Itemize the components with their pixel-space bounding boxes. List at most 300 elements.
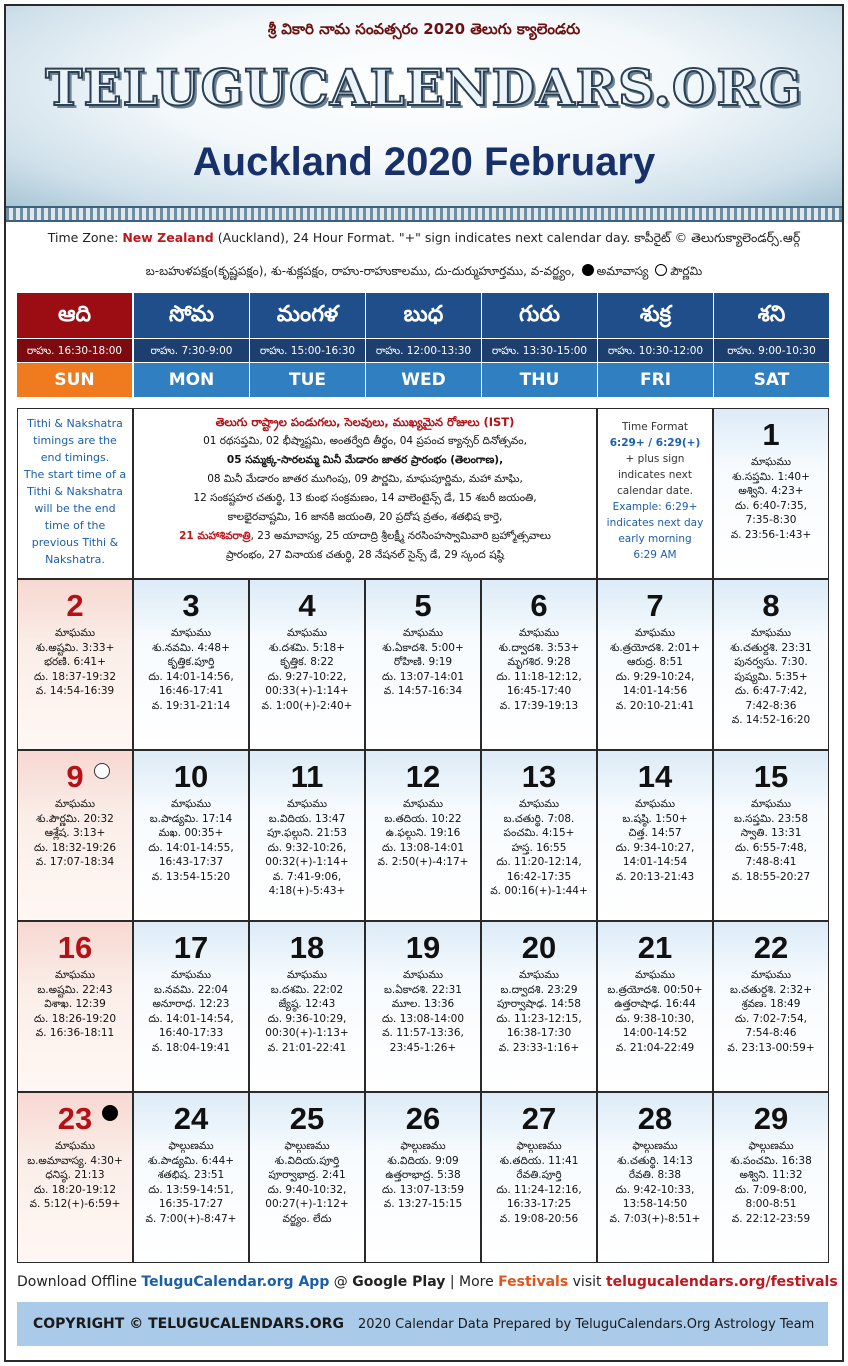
day-cell [133, 579, 249, 750]
panchang-line: దు. 18:20-19:12 [33, 1183, 117, 1196]
ornament-divider [6, 206, 842, 222]
day-cell [249, 1092, 365, 1263]
day-cell [365, 921, 481, 1092]
panchang-line: శు.త్రయోదశి. 2:01+ [609, 641, 701, 654]
panchang-line: దు. 13:08-14:00 [381, 1012, 465, 1025]
panchang-line: అశ్విని. 4:23+ [738, 485, 804, 497]
panchang-line: బ.తదియ. 10:22 [384, 812, 462, 825]
panchang-details [598, 797, 712, 884]
panchang-line: రోహిణి. 9:19 [393, 656, 453, 668]
time-format-example: 6:29+ / 6:29(+) [609, 437, 701, 449]
time-format-line: indicates next day [606, 517, 704, 529]
panchang-line: మాఘము [518, 798, 559, 810]
panchang-line: శతభిష. 23:51 [157, 1169, 225, 1181]
weekday-header [482, 293, 597, 399]
panchang-line: వ. 17:39-19:13 [499, 699, 579, 712]
note-line: previous Tithi & [31, 536, 119, 549]
panchang-line: ఫాల్గుణము [516, 1140, 562, 1152]
panchang-line: వ. 19:31-21:14 [151, 699, 231, 712]
panchang-line: దు. 9:42-10:33, [615, 1183, 695, 1196]
panchang-line: దు. 13:07-14:01 [381, 670, 465, 683]
panchang-details [366, 1139, 480, 1212]
panchang-line: వ. 13:54-15:20 [151, 870, 231, 883]
day-cell [365, 1092, 481, 1263]
panchang-details [714, 968, 828, 1055]
panchang-line: పుష్యమి. 5:35+ [734, 670, 808, 683]
samvatsaram-title: శ్రీ వికారి నామ సంవత్సరం 2020 తెలుగు క్యాలెండరు [267, 20, 581, 38]
panchang-line: ఆరుద్ర. 8:51 [627, 656, 683, 668]
panchang-line: బ.అష్టమి. 22:43 [37, 983, 113, 996]
panchang-line: 7:54-8:46 [745, 1027, 797, 1039]
panchang-line: దు. 11:20-12:14, [496, 856, 582, 868]
note-line: will be the end [34, 502, 116, 515]
panchang-line: 16:33-17:25 [506, 1198, 572, 1210]
full-moon-icon [655, 264, 667, 276]
weekday-telugu: మంగళ [250, 293, 365, 339]
panchang-line: 7:35-8:30 [745, 514, 797, 526]
weekday-english: SUN [17, 363, 132, 397]
visit-text: visit [568, 1274, 606, 1290]
panchang-line: శు.చతుర్దశి. 23:31 [730, 641, 812, 654]
rahu-kalam: రాహు. 13:30-15:00 [482, 339, 597, 363]
day-number: 15 [753, 759, 789, 794]
panchang-line: పంచమి. 4:15+ [503, 827, 575, 839]
panchang-details [18, 1139, 132, 1212]
panchang-details [714, 1139, 828, 1226]
day-cell [133, 921, 249, 1092]
panchang-line: చిత్త. 14:57 [628, 827, 682, 839]
day-number: 24 [173, 1101, 209, 1136]
panchang-line: ఫాల్గుణము [284, 1140, 330, 1152]
panchang-line: జ్యేష్ఠ. 12:43 [278, 998, 336, 1010]
panchang-line: మాఘము [402, 627, 443, 639]
abbreviation-legend [6, 264, 842, 281]
panchang-line: మాఘము [518, 627, 559, 639]
panchang-line: దు. 11:23-12:15, [496, 1012, 582, 1025]
panchang-line: దు. 18:26-19:20 [33, 1012, 117, 1025]
panchang-line: బ.షష్ఠి. 1:50+ [622, 812, 688, 825]
panchang-line: కృత్తిక.పూర్తి [167, 656, 215, 668]
panchang-line: వ. 13:27-15:15 [383, 1198, 463, 1210]
festivals-heading: తెలుగు రాష్ట్రాల పండుగలు, సెలవులు, ముఖ్యమైన రోజులు (IST) [215, 415, 515, 429]
panchang-line: పునర్వసు. 7:30. [734, 656, 808, 668]
panchang-line: 7:42-8:36 [745, 699, 797, 712]
panchang-line: శు.అష్టమి. 3:33+ [35, 641, 115, 654]
weekday-telugu: గురు [482, 293, 597, 339]
panchang-line: వ. 21:04-22:49 [615, 1041, 695, 1054]
panchang-line: 7:48-8:41 [745, 856, 797, 868]
panchang-line: దు. 11:24-12:16, [496, 1183, 582, 1196]
day-cell [481, 579, 597, 750]
day-number: 12 [405, 759, 441, 794]
panchang-line: శు.ద్వాదశి. 3:53+ [498, 641, 580, 654]
panchang-line: 16:42-17:35 [506, 870, 572, 883]
panchang-line: మాఘము [170, 798, 211, 810]
panchang-line: వ. 1:00(+)-2:40+ [261, 699, 353, 712]
festival-line: ప్రారంభం, 27 వినాయక చతుర్థి, 28 నేషనల్ సైన్స్ డే, 29 స్కంద షష్ఠి [225, 549, 505, 561]
day-number: 16 [57, 930, 93, 965]
panchang-line: మాఘము [634, 798, 675, 810]
panchang-line: బ.విదియ. 13:47 [268, 812, 346, 825]
panchang-details [250, 797, 364, 899]
rahu-kalam: రాహు. 10:30-12:00 [598, 339, 713, 363]
weekday-header [714, 293, 829, 399]
panchang-line: వ. 5:12(+)-6:59+ [29, 1198, 121, 1210]
panchang-line: వ. 14:52-16:20 [731, 714, 811, 726]
day-cell [597, 1092, 713, 1263]
panchang-line: దు. 9:40-10:32, [267, 1183, 347, 1196]
day-cell [17, 1092, 133, 1263]
weekday-header [250, 293, 365, 399]
tz-prefix: Time Zone: [47, 230, 123, 245]
panchang-line: ఉ.ఫల్గుని. 19:16 [385, 827, 461, 839]
panchang-line: 00:27(+)-1:12+ [265, 1198, 349, 1210]
panchang-line: కృత్తిక. 8:22 [280, 656, 334, 668]
panchang-line: వ. 2:50(+)-4:17+ [377, 856, 469, 868]
note-line: end timings. [40, 451, 110, 464]
panchang-line: ఫాల్గుణము [748, 1140, 794, 1152]
app-link[interactable]: TeluguCalendar.org App [141, 1274, 330, 1290]
weekday-header [598, 293, 713, 399]
panchang-line: వ. 7:00(+)-8:47+ [145, 1212, 237, 1225]
note-line: time of the [44, 519, 106, 532]
panchang-line: శ్రవణ. 18:49 [741, 998, 801, 1010]
rahu-kalam: రాహు. 7:30-9:00 [134, 339, 249, 363]
day-cell [597, 750, 713, 921]
panchang-line: శు.దశమి. 5:18+ [268, 641, 346, 654]
time-format-line: Example: 6:29+ [612, 501, 698, 513]
panchang-details [366, 797, 480, 870]
day-cell [17, 579, 133, 750]
panchang-line: ఫాల్గుణము [400, 1140, 446, 1152]
day-number: 29 [753, 1101, 789, 1136]
page-title: Auckland 2020 February [192, 140, 656, 184]
panchang-details [598, 1139, 712, 1226]
note-line: The start time of a [23, 468, 127, 481]
panchang-details [18, 968, 132, 1041]
time-format-line: indicates next [617, 469, 692, 481]
panchang-line: దు. 13:59-14:51, [148, 1183, 234, 1196]
panchang-details [482, 968, 596, 1055]
day-number: 17 [173, 930, 209, 965]
panchang-line: దు. 9:32-10:26, [267, 841, 347, 854]
panchang-line: దు. 6:40-7:35, [734, 499, 807, 512]
calendar-grid [17, 408, 828, 1263]
panchang-line: పూర్వాషాఢ. 14:58 [497, 998, 581, 1010]
panchang-line: దు. 14:01-14:56, [148, 670, 234, 683]
panchang-line: 16:45-17:40 [506, 685, 572, 697]
day-number: 14 [637, 759, 673, 794]
panchang-line: శు.నవమి. 4:48+ [152, 641, 230, 654]
day-number: 21 [637, 930, 673, 965]
day-number: 18 [289, 930, 325, 965]
day-cell [713, 750, 829, 921]
panchang-line: వ. 17:07-18:34 [35, 856, 115, 868]
festival-line: 08 మినీ మేడారం జాతర ముగింపు, 09 పౌర్ణమి, మాఘపూర్ణిమ, మహా మాఘి, [207, 473, 523, 485]
panchang-details [134, 1139, 248, 1226]
day-cell [481, 1092, 597, 1263]
panchang-line: మాఘము [54, 627, 95, 639]
panchang-line: వర్జ్యం. లేదు [282, 1212, 332, 1225]
panchang-line: రేవతి. 8:38 [628, 1169, 682, 1181]
panchang-line: వ. 14:57-16:34 [383, 685, 463, 697]
new-moon-icon [102, 1105, 118, 1121]
day-cell [597, 921, 713, 1092]
tz-rest: (Auckland), 24 Hour Format. "+" sign indicates next calendar day. కాపీరైట్ © తెలుగుక్యాలెండర్స్.ఆర్గ్ [213, 230, 801, 245]
day-number: 11 [290, 759, 324, 794]
panchang-details [598, 968, 712, 1055]
rahu-kalam: రాహు. 15:00-16:30 [250, 339, 365, 363]
panchang-line: 16:38-17:30 [506, 1027, 572, 1039]
day-number: 8 [762, 588, 780, 623]
panchang-line: మాఘము [54, 969, 95, 981]
prepared-by-text: 2020 Calendar Data Prepared by TeluguCalendars.Org Astrology Team [357, 1317, 815, 1332]
panchang-line: వ. 20:13-21:43 [615, 870, 695, 883]
maha-shivaratri: 21 మహాశివరాత్రి [179, 530, 251, 542]
panchang-line: వ. 16:36-18:11 [35, 1027, 115, 1039]
day-number: 20 [521, 930, 557, 965]
timezone-info [6, 230, 842, 249]
panchang-line: మాఘము [286, 627, 327, 639]
panchang-line: వ. 23:33-1:16+ [498, 1041, 580, 1054]
new-moon-icon [582, 264, 594, 276]
panchang-line: శు.ఏకాదశి. 5:00+ [382, 641, 464, 654]
rahu-kalam: రాహు. 12:00-13:30 [366, 339, 481, 363]
panchang-line: దు. 9:36-10:29, [267, 1012, 347, 1025]
download-text: Download Offline [17, 1274, 142, 1290]
panchang-line: 23:45-1:26+ [389, 1041, 457, 1054]
panchang-line: హస్త. 16:55 [511, 841, 567, 854]
panchang-line: 13:58-14:50 [622, 1198, 688, 1210]
panchang-line: మాఘము [402, 969, 443, 981]
legend-new-moon: అమావాస్య [596, 264, 649, 278]
panchang-line: దు. 6:47-7:42, [734, 685, 807, 697]
weekday-english: MON [134, 363, 249, 397]
weekday-english: THU [482, 363, 597, 397]
panchang-line: మఖ. 00:35+ [158, 827, 224, 839]
panchang-details [714, 797, 828, 884]
weekday-english: WED [366, 363, 481, 397]
panchang-line: శు.విదియ.పూర్తి [274, 1154, 340, 1167]
panchang-line: బ.అమావాస్య. 4:30+ [27, 1154, 123, 1167]
panchang-line: విశాఖ. 12:39 [44, 998, 106, 1010]
panchang-line: ఉత్తరాషాఢ. 16:44 [614, 998, 696, 1010]
panchang-line: వ. 23:13-00:59+ [727, 1041, 815, 1054]
panchang-line: 4:18(+)-5:43+ [268, 885, 346, 897]
at-text: @ [329, 1274, 353, 1290]
panchang-line: శు.పాడ్యమి. 6:44+ [147, 1154, 235, 1167]
day-cell [249, 750, 365, 921]
panchang-line: దు. 9:34-10:27, [615, 841, 695, 854]
panchang-line: వ. 21:01-22:41 [267, 1041, 347, 1054]
panchang-line: బ.దశమి. 22:02 [270, 983, 344, 996]
panchang-line: 16:40-17:33 [158, 1027, 224, 1039]
day-cell [133, 1092, 249, 1263]
download-bar [17, 1266, 838, 1298]
festivals-box [133, 408, 597, 579]
panchang-details [18, 797, 132, 870]
panchang-line: శు.పౌర్ణమి. 20:32 [36, 812, 114, 825]
weekday-telugu: శని [714, 293, 829, 339]
panchang-details [134, 968, 248, 1055]
panchang-line: మాఘము [634, 969, 675, 981]
header-banner [6, 6, 842, 206]
panchang-line: దు. 14:01-14:54, [148, 1012, 234, 1025]
panchang-line: మాఘము [286, 969, 327, 981]
festival-line-rest: , 23 అమావాస్య, 25 యాదాద్రి శ్రీలక్ష్మీ నరసింహస్వామివారి బ్రహ్మోత్సవాలు [250, 530, 551, 542]
panchang-line: వ. 00:16(+)-1:44+ [490, 885, 588, 897]
panchang-line: మాఘము [402, 798, 443, 810]
legend-full-moon: పౌర్ణమి [670, 264, 703, 278]
timing-note [17, 408, 133, 579]
time-format-line: early morning [618, 533, 692, 545]
day-number: 28 [637, 1101, 673, 1136]
panchang-line: ఉత్తరాభాద్ర. 5:38 [385, 1169, 461, 1181]
note-line: Nakshatra. [45, 553, 105, 566]
panchang-line: వ. 18:55-20:27 [731, 870, 811, 883]
panchang-line: బ.పాడ్యమి. 17:14 [149, 812, 233, 825]
panchang-line: దు. 9:27-10:22, [267, 670, 347, 683]
panchang-line: మాఘము [634, 627, 675, 639]
day-number: 10 [173, 759, 209, 794]
panchang-line: 8:00-8:51 [745, 1198, 797, 1210]
time-format-line: 6:29 AM [633, 549, 677, 561]
festivals-link-label[interactable]: Festivals [498, 1274, 569, 1290]
day-cell [249, 579, 365, 750]
panchang-line: 00:33(+)-1:14+ [265, 685, 349, 697]
time-format-title: Time Format [621, 421, 689, 433]
day-number: 9 [66, 759, 84, 794]
day-cell [133, 750, 249, 921]
panchang-line: వ. 11:57-13:36, [382, 1027, 464, 1039]
panchang-line: మాఘము [170, 969, 211, 981]
day-number: 2 [66, 588, 84, 623]
festival-line: 12 సంకష్టహర చతుర్థి, 13 కుంభ సంక్రమణం, 14 వాలెంటైన్స్ డే, 15 శబరీ జయంతి, [193, 492, 537, 504]
panchang-line: దు. 18:32-19:26 [33, 841, 117, 854]
weekday-header [366, 293, 481, 399]
day-cell [249, 921, 365, 1092]
day-cell [17, 921, 133, 1092]
panchang-line: 14:01-14:54 [622, 856, 688, 868]
panchang-line: వ. 7:03(+)-8:51+ [609, 1212, 701, 1225]
weekday-header [134, 293, 249, 399]
panchang-details [18, 626, 132, 699]
time-format-box [597, 408, 713, 579]
panchang-line: బ.ఏకాదశి. 22:31 [384, 983, 462, 996]
panchang-line: దు. 14:01-14:55, [148, 841, 234, 854]
panchang-line: వ. 7:41-9:06, [272, 870, 342, 883]
panchang-line: బ.చతుర్థి. 7:08. [503, 812, 575, 825]
note-line: timings are the [33, 434, 117, 447]
panchang-line: మాఘము [750, 798, 791, 810]
day-cell [597, 579, 713, 750]
panchang-line: అశ్విని. 11:32 [739, 1169, 803, 1181]
panchang-line: ఫాల్గుణము [632, 1140, 678, 1152]
panchang-line: బ.ద్వాదశి. 23:29 [500, 983, 578, 996]
panchang-line: శు.చతుర్థి. 14:13 [617, 1154, 693, 1167]
panchang-line: శు.పంచమి. 16:38 [730, 1154, 812, 1167]
panchang-line: ఆశ్లేష. 3:13+ [44, 827, 106, 839]
full-moon-icon [94, 763, 110, 779]
panchang-line: బ.సప్తమి. 23:58 [733, 812, 809, 825]
day-number: 3 [182, 588, 200, 623]
panchang-details [598, 626, 712, 713]
weekday-telugu: శుక్ర [598, 293, 713, 339]
panchang-line: 14:00-14:52 [622, 1027, 688, 1039]
site-logo-title: TELUGUCALENDARS.ORG [45, 58, 803, 117]
more-text: | More [445, 1274, 499, 1290]
weekday-english: FRI [598, 363, 713, 397]
panchang-line: 16:46-17:41 [158, 685, 224, 697]
panchang-line: 00:32(+)-1:14+ [265, 856, 349, 868]
rahu-kalam: రాహు. 16:30-18:00 [17, 339, 132, 363]
day-cell [365, 579, 481, 750]
festival-line: 05 సమ్మక్క-సారలమ్మ మినీ మేడారం జాతర ప్రారంభం (తెలంగాణ), [226, 454, 504, 466]
panchang-line: దు. 18:37-19:32 [33, 670, 117, 683]
day-cell [481, 921, 597, 1092]
panchang-line: వ. 19:08-20:56 [499, 1212, 579, 1225]
panchang-line: దు. 6:55-7:48, [734, 841, 807, 854]
panchang-line: రేవతి.పూర్తి [516, 1169, 562, 1181]
panchang-line: 16:43-17:37 [158, 856, 224, 868]
panchang-line: వ. 22:12-23:59 [731, 1212, 811, 1225]
day-cell [713, 921, 829, 1092]
time-format-line: + plus sign [625, 453, 685, 465]
panchang-line: దు. 7:09-8:00, [734, 1183, 807, 1196]
day-cell [17, 750, 133, 921]
panchang-line: బ.చతుర్దశి. 2:32+ [729, 983, 813, 996]
day-number: 22 [753, 930, 789, 965]
panchang-details [714, 626, 828, 728]
note-line: Tithi & Nakshatra [27, 417, 123, 430]
panchang-line: 14:01-14:56 [622, 685, 688, 697]
panchang-details [714, 455, 828, 542]
panchang-details [250, 968, 364, 1055]
day-number: 19 [405, 930, 441, 965]
panchang-line: భరణి. 6:41+ [44, 656, 106, 668]
day-number: 7 [646, 588, 664, 623]
legend-text: బ-బహుళపక్షం(కృష్ణపక్షం), శు-శుక్లపక్షం, రాహు-రాహుకాలము, దు-దుర్ముహూర్తము, వ-వర్జ్యం, [145, 264, 575, 278]
day-number: 1 [762, 417, 780, 452]
panchang-details [482, 1139, 596, 1226]
time-format-line: calendar date. [616, 485, 693, 497]
panchang-details [366, 968, 480, 1055]
panchang-line: మాఘము [54, 1140, 95, 1152]
panchang-details [482, 626, 596, 713]
tz-name: New Zealand [122, 230, 214, 245]
panchang-line: 16:35-17:27 [158, 1198, 224, 1210]
panchang-line: ధనిష్ఠ. 21:13 [45, 1169, 105, 1181]
panchang-line: శు.తదియ. 11:41 [499, 1154, 579, 1167]
panchang-details [134, 626, 248, 713]
panchang-line: పూ.ఫల్గుని. 21:53 [267, 827, 347, 839]
weekday-telugu: ఆది [17, 293, 132, 339]
day-cell [365, 750, 481, 921]
day-cell [481, 750, 597, 921]
panchang-details [134, 797, 248, 884]
day-cell [713, 408, 829, 579]
panchang-details [250, 626, 364, 713]
festivals-url-link[interactable]: telugucalendars.org/festivals [605, 1274, 838, 1290]
panchang-line: వ. 18:04-19:41 [151, 1041, 231, 1054]
panchang-line: మృగశిర. 9:28 [507, 656, 571, 668]
day-number: 5 [414, 588, 432, 623]
festival-line [140, 527, 590, 546]
panchang-line: శు.సప్తమి. 1:40+ [732, 470, 810, 483]
panchang-line: అనూరాధ. 12:23 [152, 998, 230, 1010]
panchang-line: దు. 13:07-13:59 [381, 1183, 465, 1196]
google-play-link[interactable]: Google Play [352, 1274, 446, 1290]
